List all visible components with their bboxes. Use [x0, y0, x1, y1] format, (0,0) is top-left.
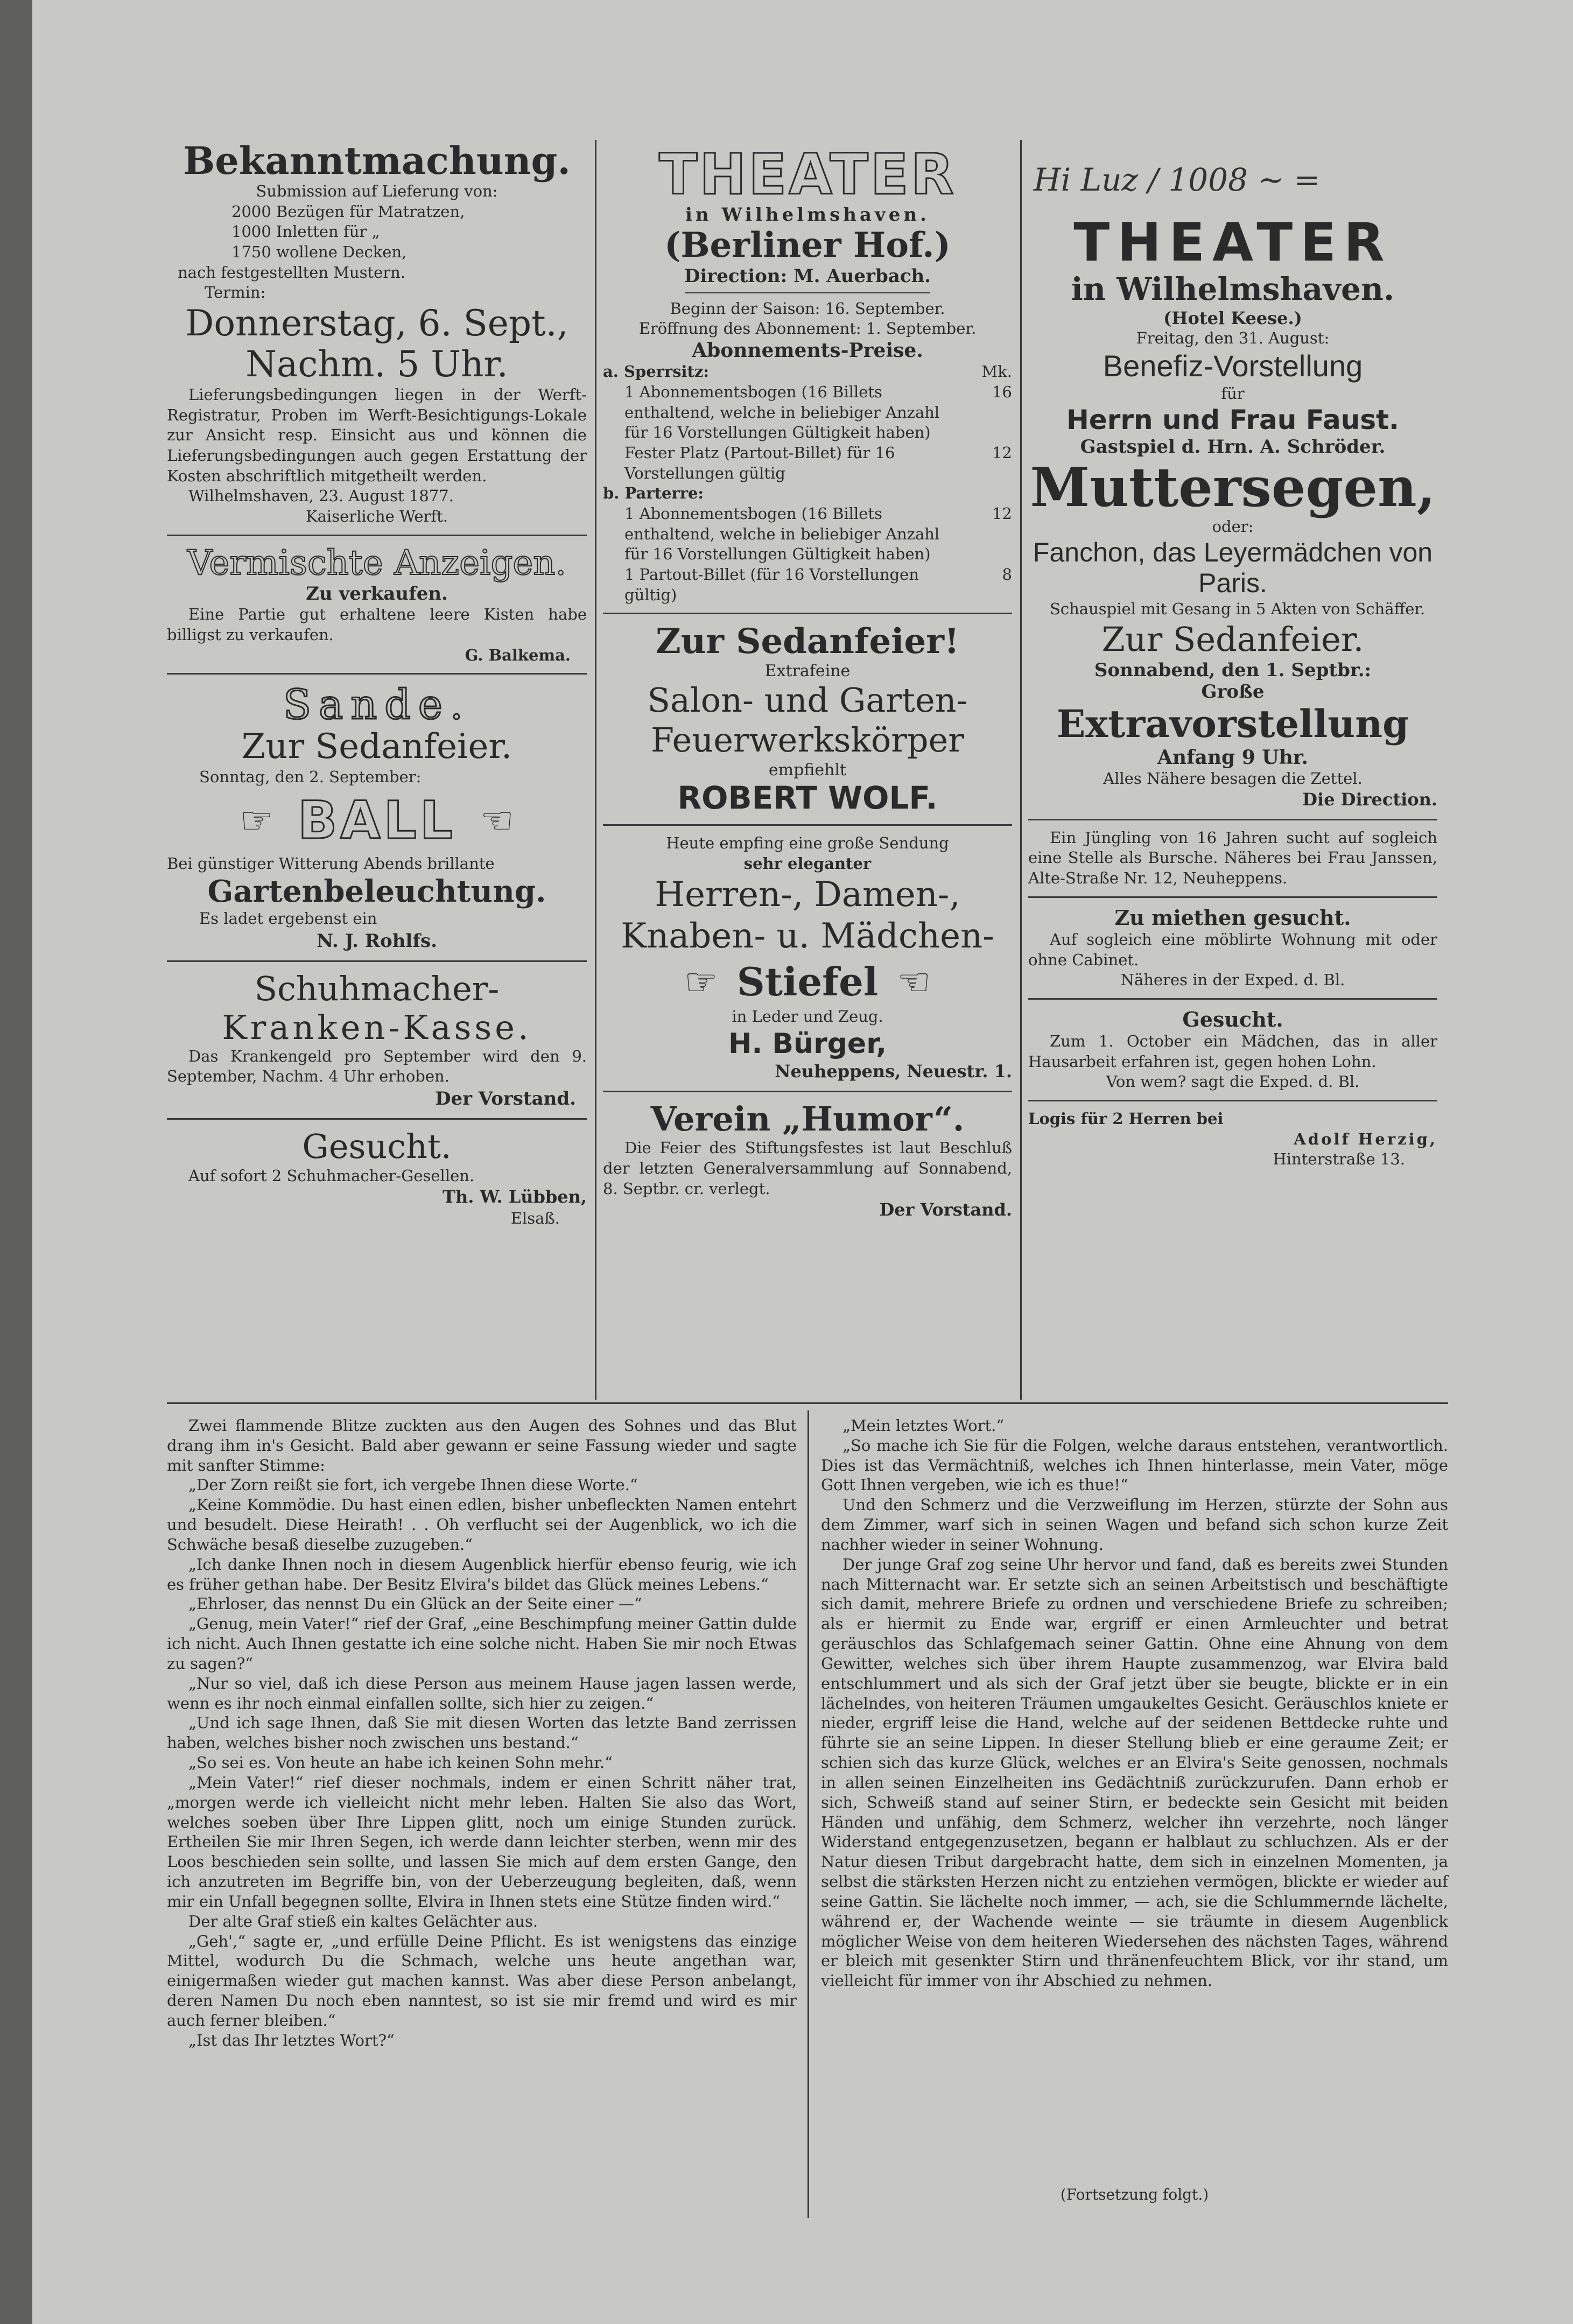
ad-sande: [167, 682, 587, 953]
book-spine: [0, 0, 32, 2324]
column-2: [603, 142, 1012, 1221]
bek-body: Lieferungsbedingungen liegen in der Werft-Registratur, Proben im Werft-Besichtigungs-Lokale zur Ansicht resp. Einsicht aus und können die Lieferungsbedingungen auch gegen Erstattung der Kosten abschriftlich mitgetheilt werden.: [167, 385, 587, 485]
pointing-hand-right-icon: ☞: [240, 798, 273, 843]
price-value: 8: [1002, 565, 1012, 584]
story-paragraph: „Der Zorn reißt sie fort, ich vergebe Ihnen diese Worte.“: [188, 1476, 638, 1494]
th2-fuer: für: [1221, 384, 1245, 403]
ad-theater-berliner-hof: [603, 142, 1012, 605]
bek-line: 1750 wollene Decken,: [231, 243, 407, 262]
story-paragraph: Zwei flammende Blitze zuckten aus den Augen des Sohnes und das Blut drang ihm in's Gesicht. Bald aber gewann er seine Fassung wieder und sagte mit sanfter Stimme:: [167, 1416, 797, 1475]
column-1: [167, 140, 587, 1229]
th2-gast: Gastspiel d. Hrn. A. Schröder.: [1080, 436, 1386, 458]
wolf-name: ROBERT WOLF.: [677, 779, 938, 816]
buerger-line: sehr eleganter: [743, 854, 872, 873]
buerger-title-1: Herren-, Damen-,: [655, 874, 960, 915]
pointing-hand-right-icon: ☞: [684, 959, 718, 1004]
divider: [1028, 998, 1437, 1000]
buerger-name: H. Bürger,: [728, 1028, 887, 1061]
schuh-body: Das Krankengeld pro September wird den 9. September, Nachm. 4 Uhr erhoben.: [167, 1047, 587, 1086]
ad-theater-hotel-keese: [1028, 212, 1437, 811]
story-paragraph: Der junge Graf zog seine Uhr hervor und fand, daß es bereits zwei Stunden nach Mitternacht war. Er setzte sich an seinen Arbeitstisch und beschäftigte sich damit, mehrere Briefe zu ordnen und verschiedene Briefe zu schreiben; als er hiermit zu Ende war, ergriff er einen Armleuchter und betrat geräuschlos das Schlafgemach seiner Gattin. Ohne eine Ahnung von dem Gewitter, welches sich über ihrem Haupte zusammenzog, war Elvira bald entschlummert und als sich der Graf jetzt über sie beugte, blickte er in ein lächelndes, von heiteren Träumen umgaukeltes Gesicht. Geräuschlos kniete er nieder, ergriff leise die Hand, welche auf der seidenen Bettdecke ruhte und führte sie an seine Lippen. In dieser Stellung blieb er eine geraume Zeit; er schien sich das kurze Glück, welches er an Elvira's Seite genossen, nochmals in allen seinen Einzelheiten ins Gedächtniß zurückzurufen. Dann erhob er sich, Schweiß stand auf seiner Stirn, er bedeckte sein Gesicht mit beiden Händen und unfähig, dem Schmerz, welcher ihn verzehrte, noch länger Widerstand entgegenzusetzen, begann er halblaut zu schluchzen. Als er der Natur diesen Tribut dargebracht hatte, dem sich in einzelnen Momenten, ja selbst die stärksten Herzen nicht zu entziehen vermögen, blickte er wieder auf seine Gattin. Sie lächelte noch immer, — ach, sie die Schlummernde lächelte, während er, der Wachende weinte — sie träumte in diesem Augenblick möglicher Weise von dem heiteren Wiedersehen des nächsten Tages, während er bleich mit gesenkter Stirn und thränenfeuchtem Blick, vor ihr stand, um vielleicht für immer von ihr Abschied zu nehmen.: [821, 1555, 1448, 1990]
pointing-hand-left-icon: ☜: [897, 959, 931, 1004]
story-paragraph: „Mein Vater!“ rief dieser nochmals, indem er einen Schritt näher trat, „morgen werde ich vielleicht nicht mehr leben. Halten Sie also das Wort, welches soeben über Ihre Lippen glitt, noch um einige Stunden zurück. Ertheilen Sie mir Ihren Segen, ich werde dann leichter sterben, wenn mir des Loos beschieden sein sollte, und lassen Sie mich auf dem ersten Gange, den ich anzutreten im Begriffe bin, von der Ueberzeugung begleiten, daß, wenn mir ein Unfall begegnen sollte, Elvira in Ihnen stets eine Stütze finden wird.“: [167, 1773, 797, 1911]
price-cat-a: a. Sperrsitz:: [603, 362, 710, 381]
th2-body: Schauspiel mit Gesang in 5 Akten von Schäffer.: [1050, 599, 1425, 618]
th2-anfang: Anfang 9 Uhr.: [1157, 746, 1309, 769]
schuh-sign: Der Vorstand.: [435, 1088, 576, 1110]
column-3: [1028, 162, 1437, 1170]
gesucht-body: Auf sofort 2 Schuhmacher-Gesellen.: [188, 1166, 475, 1185]
sande-sign: N. J. Rohlfs.: [317, 930, 437, 952]
buerger-title-3: Stiefel: [736, 959, 879, 1005]
th1-dir: Direction: M. Auerbach.: [684, 265, 931, 287]
verm-body: Eine Partie gut erhaltene leere Kisten habe billigst zu verkaufen.: [167, 605, 587, 644]
wolf-emp: empfiehlt: [768, 760, 847, 780]
verm-sign: G. Balkema.: [465, 645, 571, 664]
buerger-line: Heute empfing eine große Sendung: [666, 834, 949, 853]
price-row: [603, 443, 1012, 483]
story-paragraph: „Keine Kommödie. Du hast einen edlen, bisher unbefleckten Namen entehrt und besudelt. Diese Heirath! . . Oh verflucht sei der Augenblick, wo ich die Schwäche besaß dieselbe zuzugeben.“: [167, 1495, 797, 1554]
th1-line: Beginn der Saison: 16. September.: [670, 299, 945, 318]
gesucht2-body: Zum 1. October ein Mädchen, das in aller Hausarbeit erfahren ist, gegen hohen Lohn.: [1028, 1031, 1437, 1071]
column-rule: [595, 140, 596, 1400]
buerger-title-2: Knaben- u. Mädchen-: [621, 916, 994, 956]
th2-fanchon-1: Fanchon, das Leyermädchen von: [1033, 537, 1433, 567]
gesucht2-tail: Von wem? sagt die Exped. d. Bl.: [1106, 1072, 1360, 1091]
divider: [1028, 819, 1437, 820]
logis-text: Logis für 2 Herren bei: [1028, 1109, 1224, 1128]
schuh-title-1: Schuhmacher-: [254, 969, 500, 1009]
th2-benefiz: Benefiz-Vorstellung: [1102, 349, 1363, 383]
price-desc: 1 Abonnementsbogen (16 Billets enthaltend, welche in beliebiger Anzahl für 16 Vorstellungen Gültigkeit haben): [624, 382, 940, 442]
bek-line: nach festgestellten Mustern.: [178, 263, 406, 282]
th2-grosse: Große: [1201, 681, 1265, 703]
story-paragraph: „So sei es. Von heute an habe ich keinen Sohn mehr.“: [188, 1753, 613, 1772]
logis-line: [1028, 1109, 1437, 1129]
gesucht-sign: Th. W. Lübben,: [443, 1186, 587, 1207]
humor-title: Verein „Humor“.: [650, 1099, 965, 1139]
short-rule: [685, 292, 930, 293]
miethen-title: Zu miethen gesucht.: [1114, 905, 1351, 930]
section-rule: [167, 1402, 1448, 1404]
divider: [167, 1118, 587, 1120]
bek-date-1: Donnerstag, 6. Sept.,: [185, 303, 568, 345]
miethen-body: Auf sogleich eine möblirte Wohnung mit oder ohne Cabinet.: [1028, 930, 1437, 969]
th2-fanchon-2: Paris.: [1198, 568, 1267, 599]
story-paragraph: „So mache ich Sie für die Folgen, welche daraus entstehen, verantwortlich. Dies ist das Vermächtniß, welches ich Ihnen hinterlasse, mein Vater, möge Gott Ihnen vergeben, wie ich es thue!“: [821, 1436, 1448, 1494]
price-row: [603, 565, 1012, 605]
sande-title: Sande.: [283, 680, 471, 729]
story-paragraph: „Geh',“ sagte er, „und erfülle Deine Pflicht. Es ist wenigstens das einzige Mittel, wodurch Du die Schmach, welche uns heute angethan war, einigermaßen wieder gut machen kannst. Was aber diese Person anbelangt, deren Namen Du noch eben nanntest, so ist sie mir fremd und wird es mir auch ferner bleiben.“: [167, 1932, 797, 2030]
bek-date-2: Nachm. 5 Uhr.: [245, 343, 508, 385]
price-desc: 1 Abonnementsbogen (16 Billets enthaltend, welche in beliebiger Anzahl für 16 Vorstellungen Gültigkeit haben): [624, 504, 940, 564]
th2-sign: Die Direction.: [1302, 789, 1437, 810]
gesucht-place: Elsaß.: [510, 1209, 560, 1227]
story-column-right: [821, 1416, 1448, 1991]
divider: [167, 535, 587, 536]
th2-hotel: (Hotel Keese.): [1163, 308, 1302, 329]
th1-title: THEATER: [659, 142, 956, 207]
divider: [603, 1091, 1012, 1092]
schuh-title-2: Kranken-Kasse.: [222, 1007, 532, 1047]
ad-bekanntmachung: [167, 140, 587, 527]
ad-gesucht: [167, 1127, 587, 1228]
miethen-tail: Näheres in der Exped. d. Bl.: [1120, 971, 1345, 989]
ad-logis: [1028, 1109, 1437, 1170]
price-row: [603, 382, 1012, 443]
sande-date: Sonntag, den 2. September:: [199, 767, 422, 786]
gesucht2-title: Gesucht.: [1182, 1007, 1283, 1031]
ad-buerger: [603, 833, 1012, 1083]
price-value: 12: [992, 504, 1012, 523]
stiefel-row: [603, 959, 1012, 1005]
wolf-title: Zur Sedanfeier!: [655, 621, 960, 662]
story-paragraph: Und den Schmerz und die Verzweiflung im Herzen, stürzte der Sohn aus dem Zimmer, warf sich in seinen Wagen und befand sich schon kurze Zeit nachher wieder in seiner Wohnung.: [821, 1495, 1448, 1554]
price-desc: 1 Partout-Billet (für 16 Vorstellungen gültig): [624, 565, 919, 604]
pointing-hand-left-icon: ☜: [480, 798, 514, 843]
story-continued: (Fortsetzung folgt.): [1060, 2186, 1209, 2203]
th2-title: THEATER: [1073, 212, 1392, 273]
sande-line: Es ladet ergebenst ein: [199, 909, 377, 928]
ad-sedanfeier-wolf: [603, 622, 1012, 817]
gesucht-title: Gesucht.: [302, 1127, 452, 1167]
story-paragraph: „Nur so viel, daß ich diese Person aus meinem Hause jagen lassen werde, wenn es ihr noch einmal einfallen sollte, sich hier zu zeigen.“: [167, 1674, 797, 1712]
story-paragraph: „Ich danke Ihnen noch in diesem Augenblick hierfür ebenso feurig, wie ich es früher gethan habe. Der Besitz Elvira's bildet das Glück meines Lebens.“: [167, 1555, 797, 1593]
ad-schuhmacher: [167, 970, 587, 1111]
bek-sign: Kaiserliche Werft.: [305, 507, 448, 526]
divider: [1028, 1100, 1437, 1101]
divider: [167, 960, 587, 962]
column-rule: [807, 1410, 809, 2218]
humor-sign: Der Vorstand.: [879, 1199, 1012, 1220]
divider: [603, 613, 1012, 614]
newspaper-page: [32, 0, 1573, 2324]
price-cat-b: b. Parterre:: [603, 484, 704, 503]
th2-oder: oder:: [1212, 517, 1254, 536]
th2-play: Muttersegen,: [1030, 455, 1436, 519]
price-value: 12: [992, 443, 1012, 462]
wolf-line-2: Feuerwerkskörper: [651, 720, 964, 760]
divider: [167, 673, 587, 675]
sande-garten: Gartenbeleuchtung.: [207, 873, 546, 909]
ad-zu-miethen: [1028, 905, 1437, 991]
sande-line: Bei günstiger Witterung Abends brillante: [167, 854, 495, 873]
price-unit: Mk.: [981, 362, 1012, 381]
handwritten-note: Hi Luz / 1008 ~ =: [1034, 162, 1321, 198]
bek-place: Wilhelmshaven, 23. August 1877.: [188, 487, 454, 505]
th1-sub: in Wilhelmshaven.: [685, 204, 930, 226]
th1-line: Eröffnung des Abonnement: 1. September.: [638, 319, 977, 338]
ad-juengling: Ein Jüngling von 16 Jahren sucht auf sogleich eine Stelle als Bursche. Näheres bei Frau Janssen, Alte-Straße Nr. 12, Neuheppens.: [1028, 828, 1437, 888]
humor-body: Die Feier des Stiftungsfestes ist laut Beschluß der letzten Generalversammlung auf Sonnabend, 8. Septbr. cr. verlegt.: [603, 1139, 1012, 1198]
ad-verein-humor: [603, 1100, 1012, 1221]
ad-gesucht-maedchen: [1028, 1007, 1437, 1092]
price-header: [603, 362, 1012, 382]
bek-termin: Termin:: [205, 283, 266, 302]
th2-names: Herrn und Frau Faust.: [1066, 404, 1400, 436]
ball-row: [167, 790, 587, 851]
th2-naeh: Alles Nähere besagen die Zettel.: [1103, 769, 1363, 788]
verm-title: Vermischte Anzeigen.: [187, 543, 566, 583]
column-rule: [1020, 140, 1022, 1400]
bek-line: 2000 Bezügen für Matratzen,: [231, 202, 465, 221]
story-paragraph: „Mein letztes Wort.“: [842, 1416, 1005, 1435]
price-value: 16: [992, 382, 1012, 401]
story-paragraph: „Ehrloser, das nennst Du ein Glück an der Seite einer —“: [188, 1595, 642, 1613]
th2-date: Freitag, den 31. August:: [1136, 329, 1330, 348]
story-paragraph: „Genug, mein Vater!“ rief der Graf, „eine Beschimpfung meiner Gattin dulde ich nicht. Auch Ihnen gestatte ich eine solche nicht. Haben Sie mir noch Etwas zu sagen?“: [167, 1614, 797, 1673]
th2-sub: in Wilhelmshaven.: [1071, 270, 1395, 307]
sande-sub: Zur Sedanfeier.: [241, 726, 512, 767]
th1-hof: (Berliner Hof.): [664, 225, 951, 266]
bek-title: Bekanntmachung.: [183, 138, 571, 183]
price-row: [603, 504, 1012, 565]
sande-ball: BALL: [298, 790, 456, 851]
th2-sat: Sonnabend, den 1. Septbr.:: [1094, 659, 1372, 682]
story-paragraph: „Ist das Ihr letztes Wort?“: [188, 2031, 395, 2049]
logis-addr: Hinterstraße 13.: [1273, 1150, 1405, 1169]
story-paragraph: Der alte Graf stieß ein kaltes Gelächter aus.: [188, 1912, 538, 1930]
th2-sedan: Zur Sedanfeier.: [1101, 619, 1364, 659]
divider: [1028, 896, 1437, 898]
buerger-line: in Leder und Zeug.: [732, 1007, 883, 1026]
logis-name: Adolf Herzig,: [1294, 1129, 1437, 1148]
th2-extra: Extravorstellung: [1056, 701, 1409, 747]
bek-line: Submission auf Lieferung von:: [256, 182, 498, 200]
ad-vermischte: [167, 544, 587, 666]
story-column-left: [167, 1416, 797, 2051]
story-paragraph: „Und ich sage Ihnen, daß Sie mit diesen Worten das letzte Band zerrissen haben, welches bisher noch zwischen uns bestand.“: [167, 1714, 797, 1752]
buerger-addr: Neuheppens, Neuestr. 1.: [775, 1061, 1012, 1082]
divider: [603, 824, 1012, 826]
wolf-line-1: Salon- und Garten-: [647, 680, 968, 720]
bek-line: 1000 Inletten für „: [231, 222, 380, 241]
th1-prices: Abonnements-Preise.: [692, 339, 923, 362]
wolf-sub: Extrafeine: [764, 662, 851, 680]
verm-sub: Zu verkaufen.: [306, 583, 448, 605]
price-desc: Fester Platz (Partout-Billet) für 16 Vorstellungen gültig: [624, 443, 895, 482]
